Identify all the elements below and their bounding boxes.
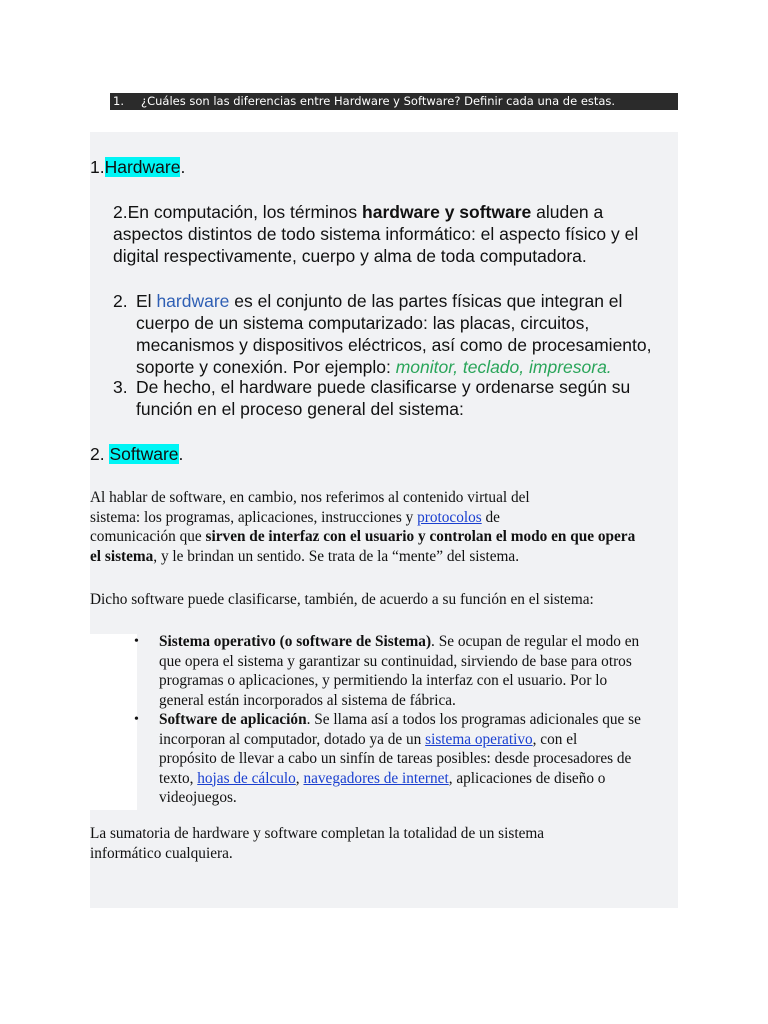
intro-line1-rest: aluden a xyxy=(531,202,604,222)
hojas-de-calculo-link[interactable]: hojas de cálculo xyxy=(197,769,296,787)
bullet2-line-2 xyxy=(159,730,641,750)
hardware-examples: monitor, teclado, impresora. xyxy=(395,357,612,377)
intro-prefix: 2.En computación, los términos xyxy=(113,202,363,222)
list-item xyxy=(113,376,673,420)
software-line-4 xyxy=(90,547,635,567)
intro-line-1 xyxy=(113,201,638,223)
software-line2-pre: sistema: los programas, aplicaciones, instrucciones y xyxy=(90,508,418,526)
software-line3-pre: comunicación que xyxy=(90,528,206,545)
question-number: 1. xyxy=(113,94,124,108)
list-item xyxy=(159,710,641,808)
section-hardware-heading xyxy=(90,156,185,178)
bullet-dot: • xyxy=(134,634,139,649)
intro-bold-terms: hardware y software xyxy=(362,202,532,222)
bullet-dot: • xyxy=(134,712,139,727)
software-line3-bold: sirven de interfaz con el usuario y controlan el modo en que opera xyxy=(205,528,636,545)
bullet2-line1-rest: . Se llama así a todos los programas adicionales que se xyxy=(306,711,641,728)
bullet2-line4-pre: texto, xyxy=(159,769,198,787)
list-item xyxy=(159,632,639,710)
bullet2-line-1 xyxy=(159,710,641,730)
list-item xyxy=(113,290,673,378)
conclusion-line-2: informático cualquiera. xyxy=(90,844,233,862)
bullet2-line4-post: , aplicaciones de diseño o xyxy=(448,769,606,787)
section-hardware-title: Hardware xyxy=(104,157,181,177)
section-software-number: 2. xyxy=(90,444,110,464)
bullet2-line4-sep: , xyxy=(295,769,304,787)
conclusion-line-1: La sumatoria de hardware y software completan la totalidad de un sistema xyxy=(90,825,545,842)
bullet2-bold: Software de aplicación xyxy=(159,711,307,728)
list-item2-line-4 xyxy=(136,356,673,378)
intro-line-2: aspectos distintos de todo sistema informático: el aspecto físico y el xyxy=(113,224,639,244)
bullet1-line-2: que opera el sistema y garantizar su continuidad, sirviendo de base para otros xyxy=(159,652,632,670)
section-software-title: Software xyxy=(109,444,179,464)
navegadores-link[interactable]: navegadores de internet xyxy=(303,769,449,787)
list-item-number: 3. xyxy=(113,377,128,397)
list-item2-line-1 xyxy=(136,290,673,312)
section-hardware-suffix: . xyxy=(180,157,186,177)
software-line4-bold: el sistema xyxy=(90,547,154,565)
intro-paragraph xyxy=(113,201,638,267)
list-item2-pre: El xyxy=(136,291,157,311)
bullet2-line-3: propósito de llevar a cabo un sinfín de tareas posibles: desde procesadores de xyxy=(159,750,632,767)
bullet2-line-4 xyxy=(159,769,641,789)
hardware-link[interactable]: hardware xyxy=(156,291,230,311)
section-software-suffix: . xyxy=(178,444,184,464)
software-line4-rest: , y le brindan un sentido. Se trata de la “mente” del sistema. xyxy=(153,547,520,565)
bullet1-line-1 xyxy=(159,632,639,652)
software-line-2 xyxy=(90,508,635,528)
bullet2-line2-post: , con el xyxy=(532,730,578,748)
classify-paragraph: Dicho software puede clasificarse, también, de acuerdo a su función en el sistema: xyxy=(90,591,594,608)
conclusion-paragraph xyxy=(90,824,544,863)
bullet1-bold: Sistema operativo (o software de Sistema) xyxy=(159,633,432,650)
software-paragraph xyxy=(90,488,635,566)
bullet1-line-4: general están incorporados al sistema de fábrica. xyxy=(159,691,456,709)
list-item3-line-1: De hecho, el hardware puede clasificarse y ordenarse según su xyxy=(136,377,631,397)
list-item2-line4-pre: soporte y conexión. Por ejemplo: xyxy=(136,357,396,377)
list-item2-line-2: cuerpo de un sistema computarizado: las placas, circuitos, xyxy=(136,313,590,333)
software-line-3 xyxy=(90,527,635,547)
sistema-operativo-link[interactable]: sistema operativo xyxy=(425,730,533,748)
question-heading xyxy=(110,93,678,110)
section-software-heading xyxy=(90,443,183,465)
bullet1-line-3: programas o aplicaciones, y permitiendo la interfaz con el usuario. Por lo xyxy=(159,672,608,689)
list-item3-line-2: función en el proceso general del sistema: xyxy=(136,399,464,419)
list-item-number: 2. xyxy=(113,291,128,311)
list-item2-rest: es el conjunto de las partes físicas que integran el xyxy=(229,291,623,311)
software-line-1: Al hablar de software, en cambio, nos referimos al contenido virtual del xyxy=(90,489,530,506)
bullet2-line-5: videojuegos. xyxy=(159,789,237,806)
software-line2-post: de xyxy=(481,508,500,526)
intro-line-3: digital respectivamente, cuerpo y alma de toda computadora. xyxy=(113,246,587,266)
question-text: ¿Cuáles son las diferencias entre Hardware y Software? Definir cada una de estas. xyxy=(141,94,616,108)
bullet2-line2-pre: incorporan al computador, dotado ya de un xyxy=(159,730,426,748)
section-hardware-number: 1. xyxy=(90,157,105,177)
list-item2-line-3: mecanismos y dispositivos eléctricos, así como de procesamiento, xyxy=(136,335,652,355)
protocolos-link[interactable]: protocolos xyxy=(417,508,482,526)
bullet1-line1-rest: . Se ocupan de regular el modo en xyxy=(431,633,640,650)
